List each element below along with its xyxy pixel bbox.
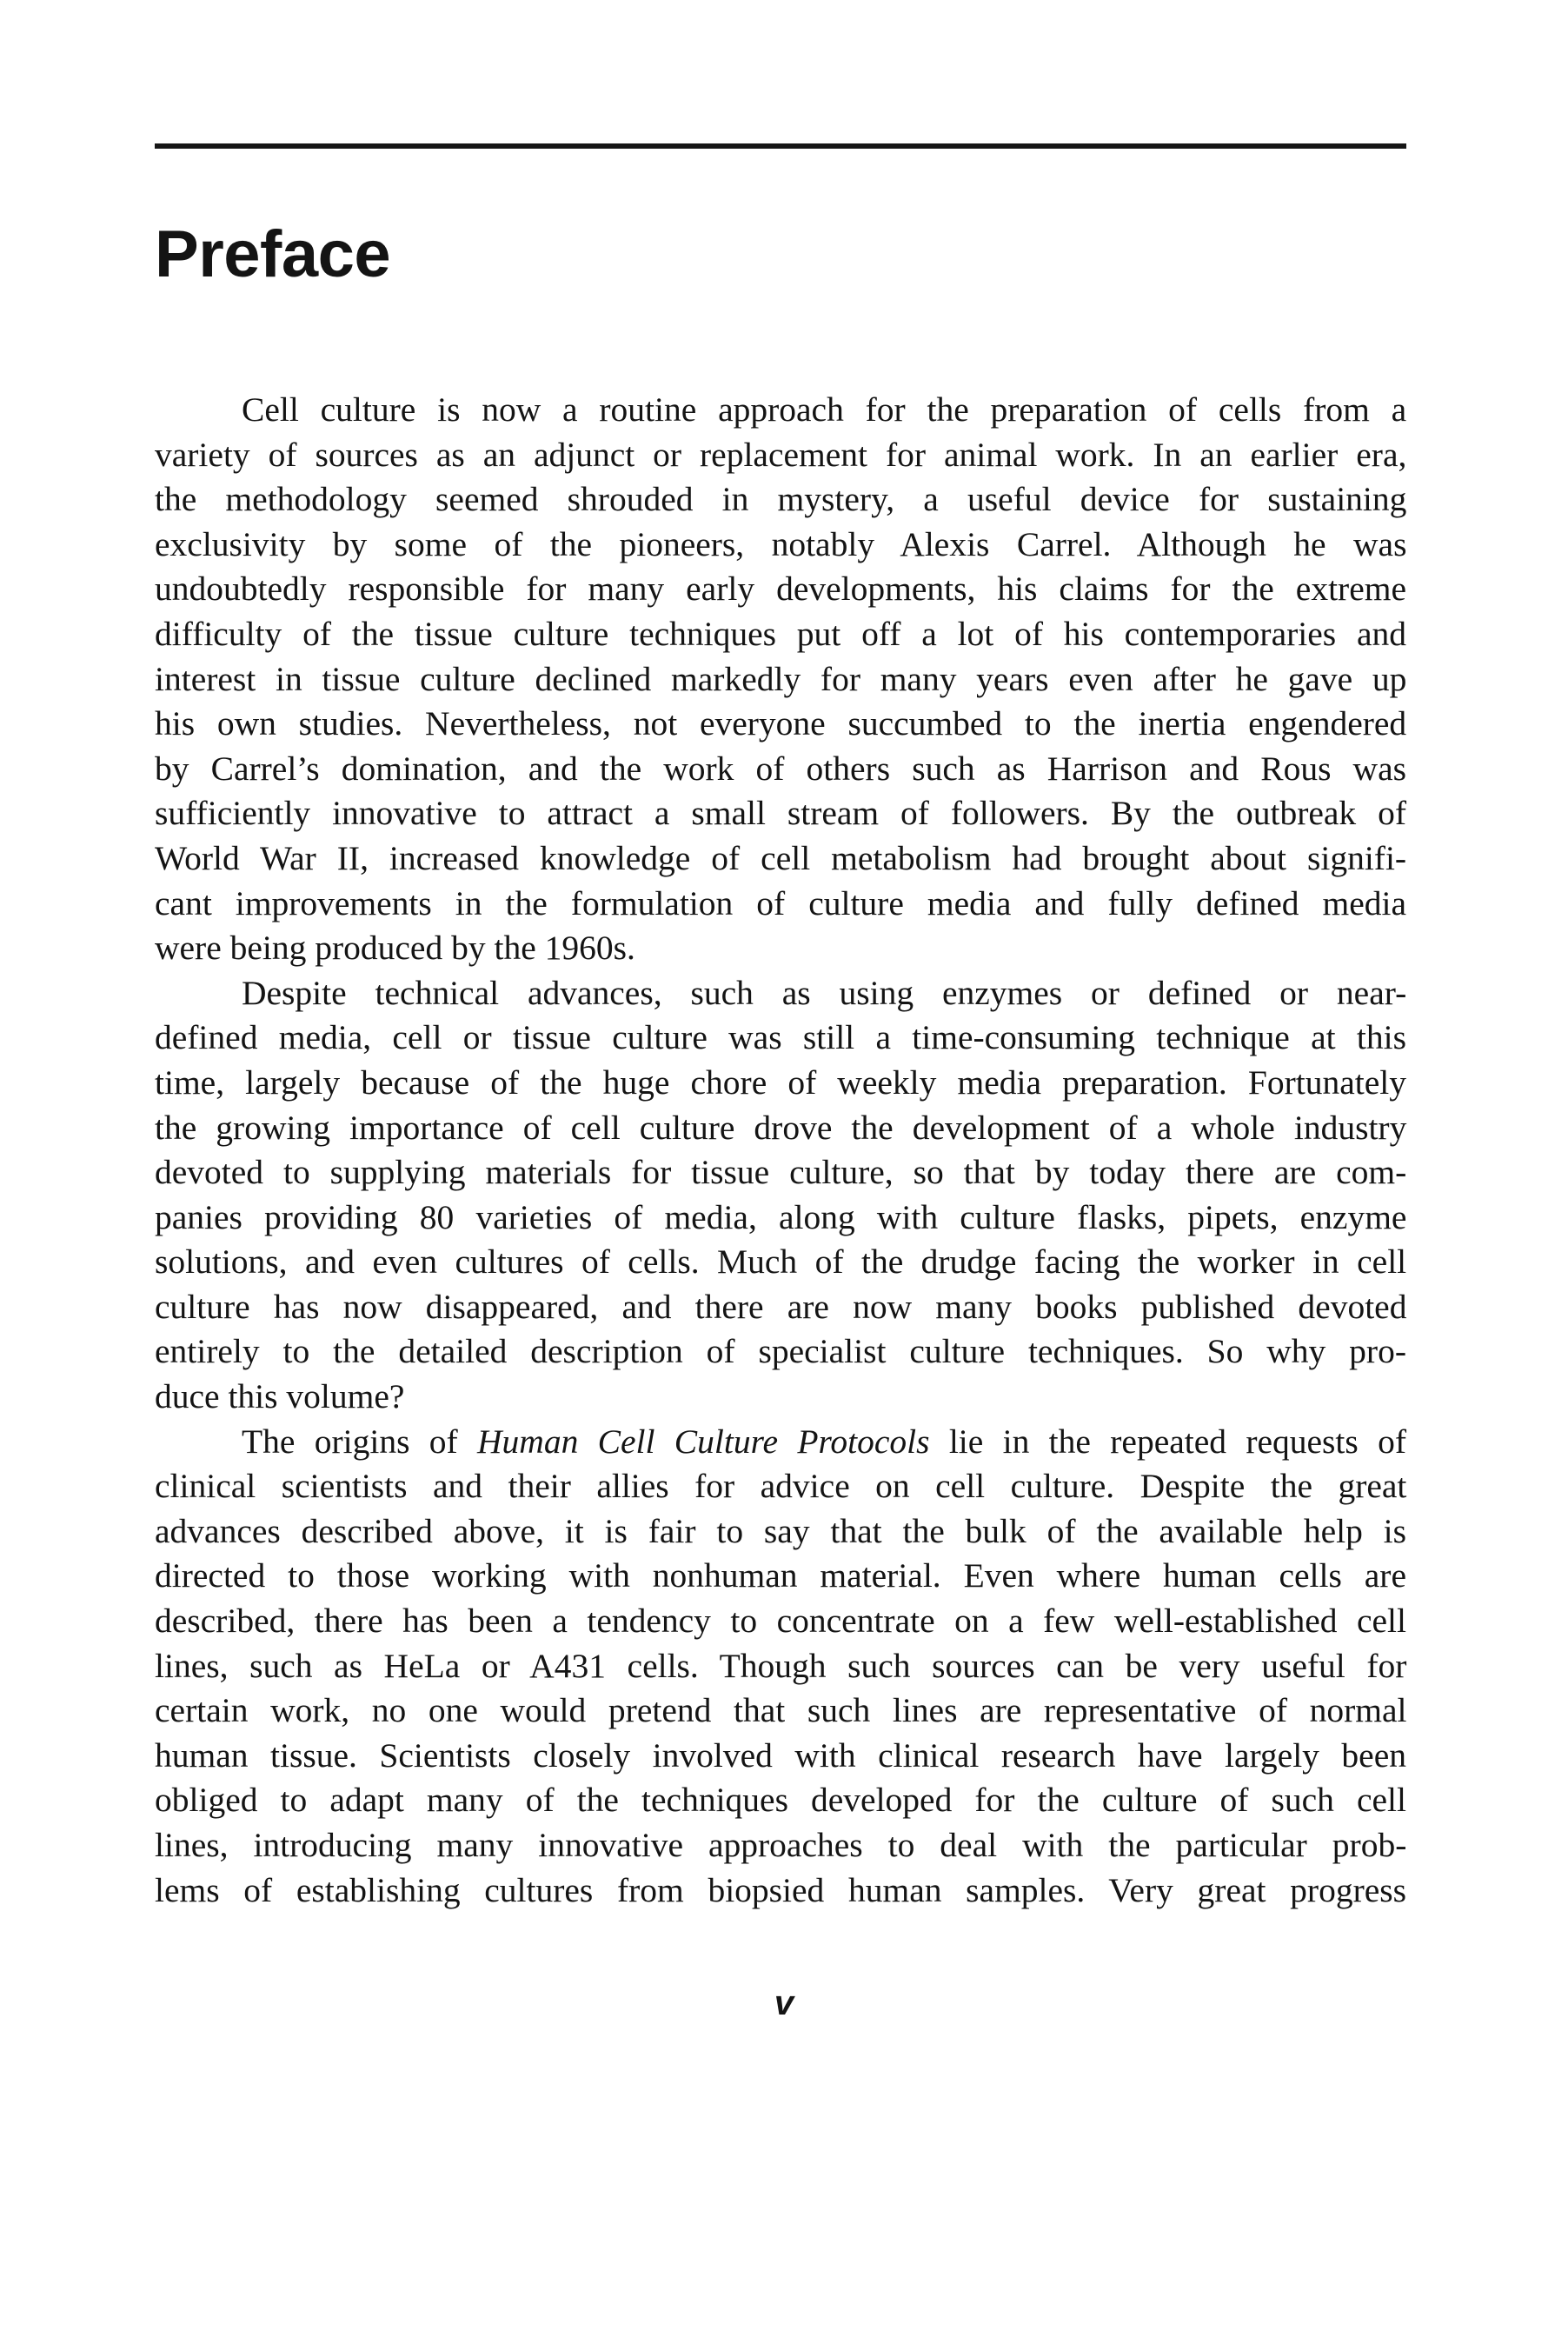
text-line: time, largely because of the huge chore of weekly media preparation. Fortunately	[155, 1062, 1406, 1102]
preface-body	[155, 388, 1406, 1913]
text-line: solutions, and even cultures of cells. Much of the drudge facing the worker in cell	[155, 1242, 1407, 1282]
text-line: entirely to the detailed description of specialist culture techniques. So why pro-	[155, 1332, 1406, 1371]
text-line: undoubtedly responsible for many early developments, his claims for the extreme	[155, 569, 1406, 609]
text-line: clinical scientists and their allies for advice on cell culture. Despite the great	[155, 1467, 1407, 1506]
text-line: Cell culture is now a routine approach for the preparation of cells from a	[242, 390, 1407, 429]
text-line: interest in tissue culture declined markedly for many years even after he gave up	[155, 659, 1407, 698]
text-line: difficulty of the tissue culture techniques put off a lot of his contemporaries and	[155, 614, 1406, 653]
text-line: the growing importance of cell culture drove the development of a whole industry	[155, 1108, 1407, 1147]
paragraph-2	[155, 971, 1406, 1420]
text-line: sufficiently innovative to attract a small stream of followers. By the outbreak of	[155, 794, 1406, 833]
text-line: cant improvements in the formulation of culture media and fully defined media	[155, 883, 1406, 922]
text-line: devoted to supplying materials for tissue culture, so that by today there are com-	[155, 1153, 1407, 1192]
text-line: directed to those working with nonhuman material. Even where human cells are	[155, 1556, 1406, 1595]
text-line: were being produced by the 1960s.	[155, 929, 635, 968]
text-line: lems of establishing cultures from biopsied human samples. Very great progress	[155, 1870, 1406, 1909]
text-line: lines, introducing many innovative approaches to deal with the particular prob-	[155, 1826, 1407, 1864]
text-line: by Carrel’s domination, and the work of others such as Harrison and Rous was	[155, 749, 1406, 788]
text-line: World War II, increased knowledge of cell metabolism had brought about signifi-	[155, 838, 1407, 877]
text-line: culture has now disappeared, and there are now many books published devoted	[155, 1287, 1407, 1326]
text-line: his own studies. Nevertheless, not everyone succumbed to the inertia engendered	[155, 704, 1407, 743]
text-line: lines, such as HeLa or A431 cells. Though such sources can be very useful for	[155, 1646, 1407, 1685]
book-title-italic: Human Cell Culture Protocols	[477, 1422, 930, 1461]
text-line: Despite technical advances, such as using enzymes or defined or near-	[242, 973, 1407, 1012]
text-line: duce this volume?	[155, 1377, 405, 1416]
text-line: exclusivity by some of the pioneers, notably Alexis Carrel. Although he was	[155, 524, 1407, 563]
text-line: obliged to adapt many of the techniques developed for the culture of such cell	[155, 1781, 1406, 1820]
text-run: The origins of	[242, 1422, 478, 1461]
text-line: defined media, cell or tissue culture was still a time-consuming technique at this	[155, 1018, 1406, 1057]
text-line: variety of sources as an adjunct or replacement for animal work. In an earlier era,	[155, 435, 1407, 474]
page-number: v	[774, 1984, 794, 2022]
paragraph-3	[155, 1420, 1406, 1914]
text-line: human tissue. Scientists closely involved with clinical research have largely been	[155, 1735, 1406, 1775]
paragraph-1	[155, 388, 1406, 971]
text-line: panies providing 80 varieties of media, along with culture flasks, pipets, enzyme	[155, 1197, 1407, 1236]
header-rule	[155, 143, 1406, 149]
text-run: lie in the repeated requests of	[929, 1422, 1407, 1461]
text-line: the methodology seemed shrouded in mystery, a useful device for sustaining	[155, 480, 1407, 519]
page-title: Preface	[155, 217, 391, 291]
text-line: certain work, no one would pretend that such lines are representative of normal	[155, 1691, 1407, 1730]
text-line	[155, 1420, 1406, 1465]
text-line: advances described above, it is fair to say that the bulk of the available help is	[155, 1511, 1406, 1550]
text-line: described, there has been a tendency to concentrate on a few well-established cell	[155, 1602, 1406, 1641]
